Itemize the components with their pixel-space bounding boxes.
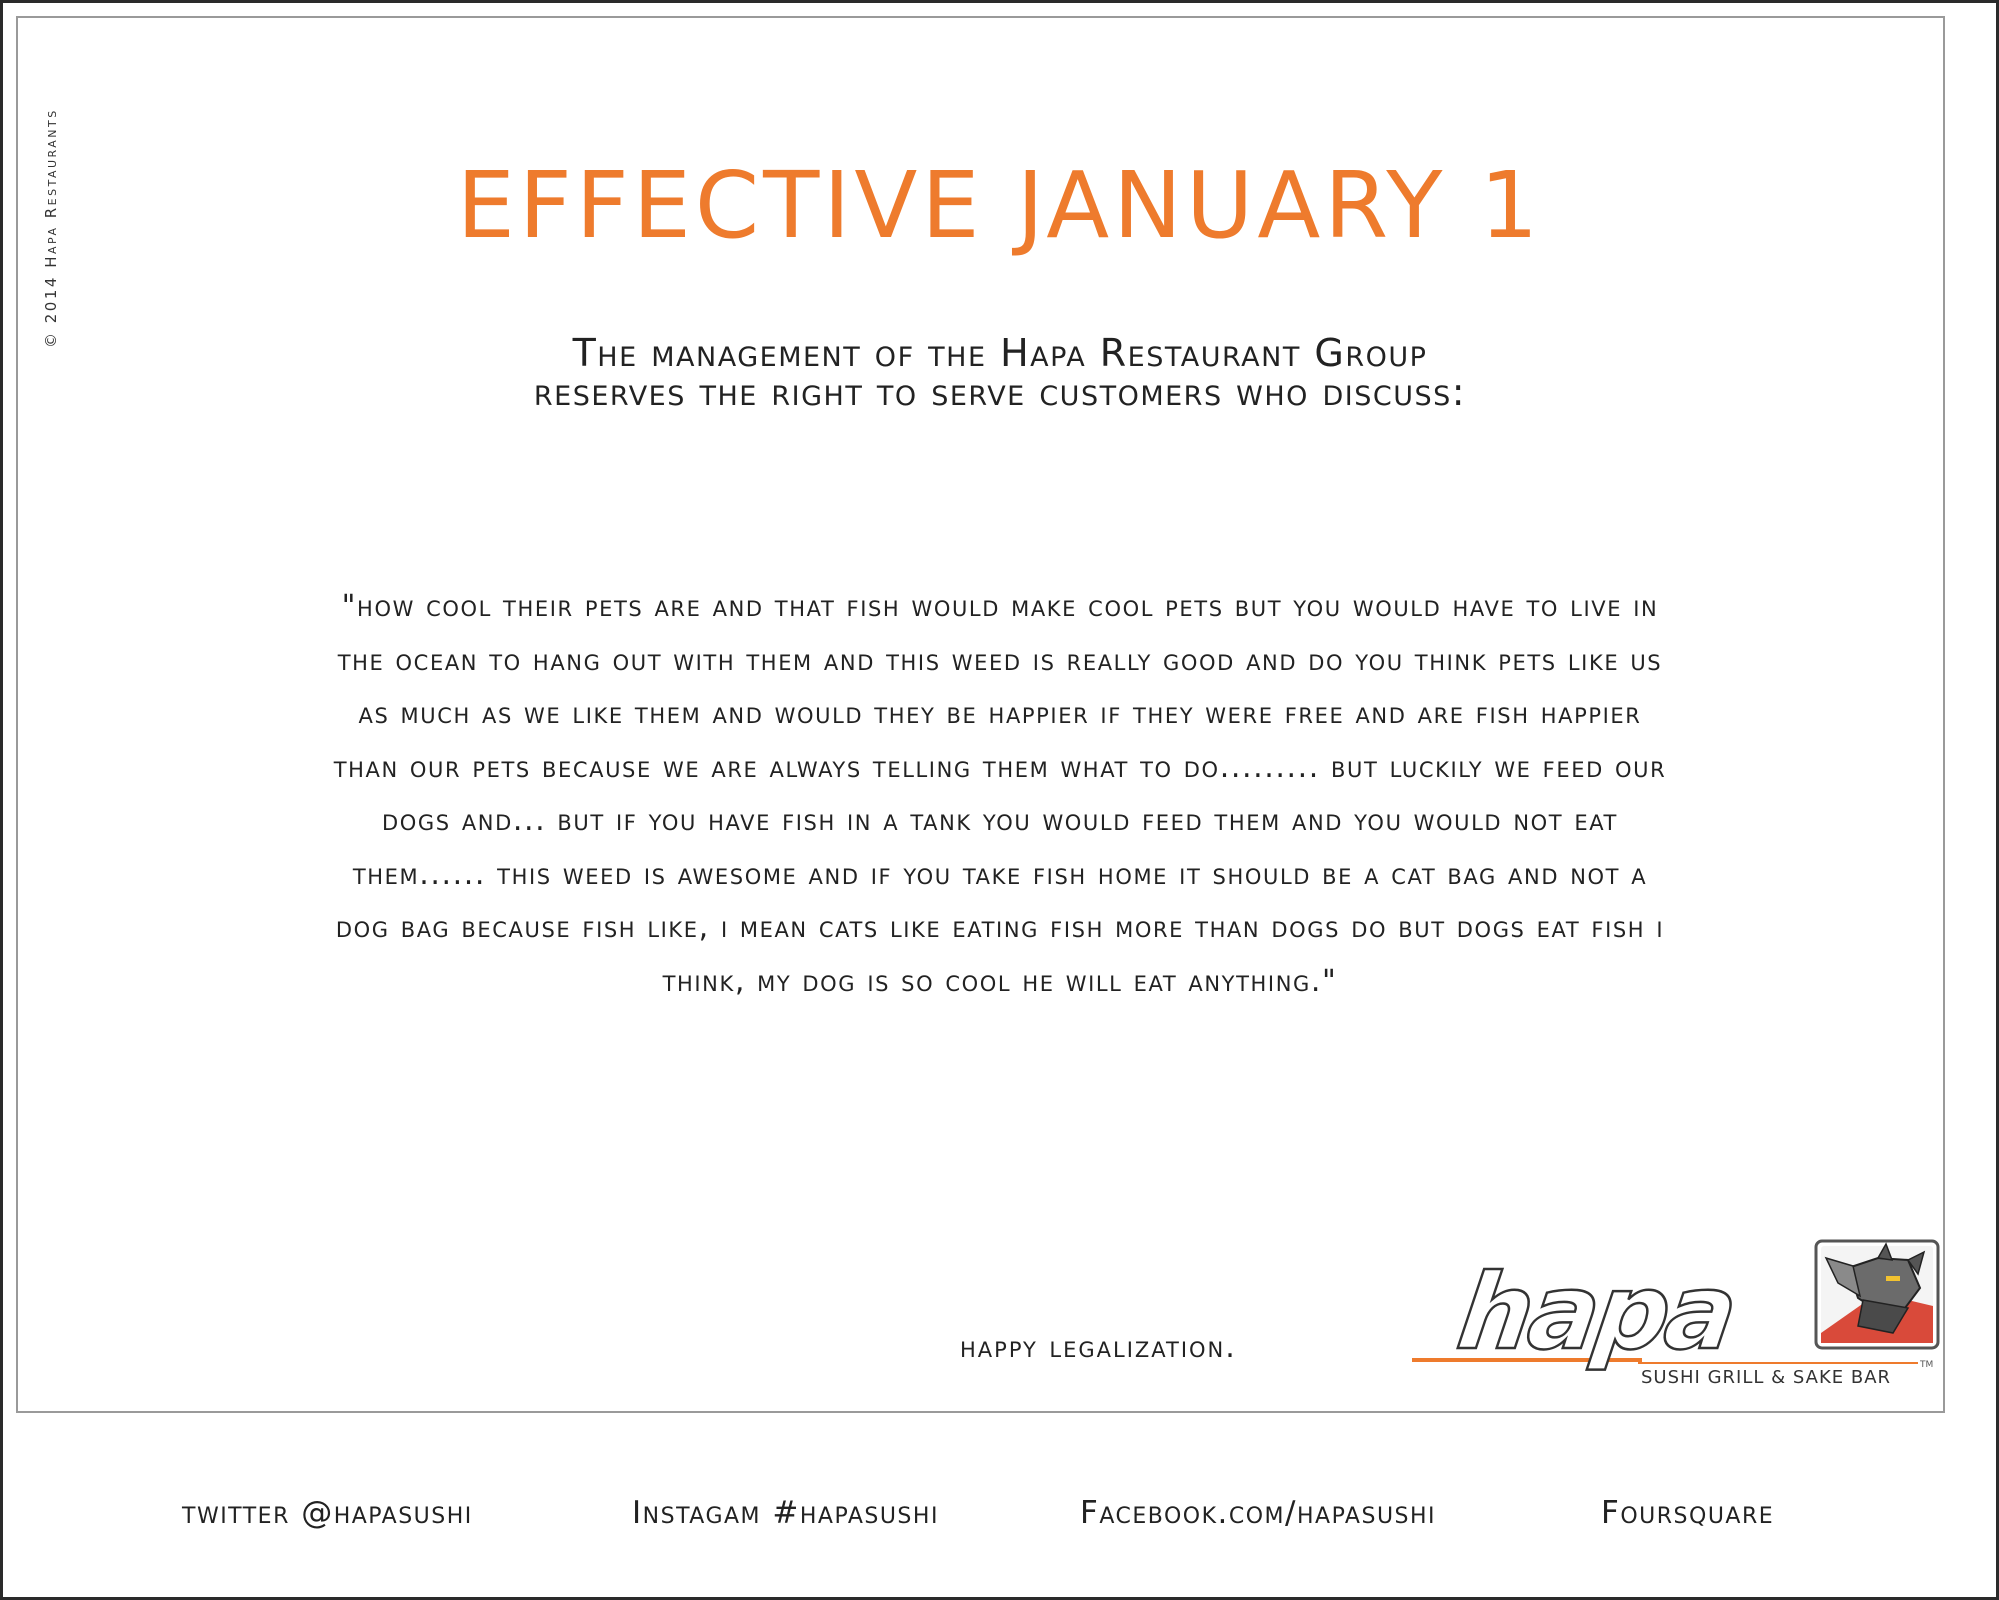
twitter-link[interactable]: twitter @hapasushi — [182, 1495, 473, 1531]
copyright-notice: © 2014 Hapa Restaurants — [42, 108, 60, 348]
footer-social-links — [0, 1495, 1999, 1539]
logo-wordmark: hapa — [1451, 1251, 1741, 1373]
headline: EFFECTIVE JANUARY 1 — [456, 152, 1543, 259]
hapa-logo — [1408, 1238, 1943, 1398]
logo-tagline: SUSHI GRILL & SAKE BAR — [1641, 1367, 1892, 1388]
quote-paragraph: "how cool their pets are and that fish would make cool pets but you would have to live in the ocean to hang out with them and this weed is really good and do you think pets like us as much as we like them and would they be happier if they were free and are fish happier than our pets because we are always telling them what to do......... but luckily we feed our dogs and... but if you have fish in a tank you would feed them and you would not eat them...... this weed is awesome and if you take fish home it should be a cat bag and not a dog bag because fish like, i mean cats like eating fish more than dogs do but dogs eat fish i think, my dog is so cool he will eat anything." — [333, 589, 1667, 999]
facebook-link[interactable]: Facebook.com/hapasushi — [1080, 1495, 1437, 1531]
instagram-link[interactable]: Instagam #hapasushi — [632, 1495, 939, 1531]
foursquare-link[interactable]: Foursquare — [1601, 1495, 1775, 1531]
signoff-text: happy legalization. — [960, 1330, 1237, 1365]
intro-paragraph: The management of the Hapa Restaurant Group reserves the right to serve customers who discuss: — [533, 331, 1467, 414]
trademark-symbol: TM — [1920, 1360, 1934, 1370]
robot-mascot-icon — [1816, 1241, 1938, 1348]
